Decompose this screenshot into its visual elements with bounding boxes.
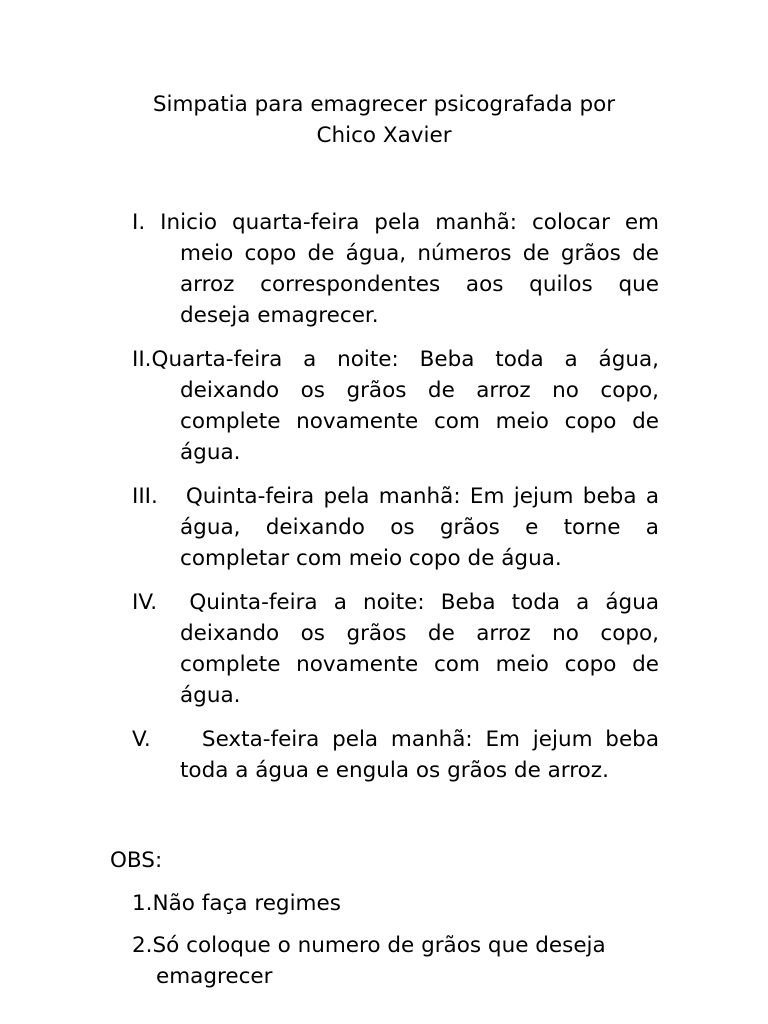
document-title (110, 89, 658, 151)
step-number: II. (132, 347, 152, 372)
step-item-5 (132, 724, 659, 786)
obs-text: Não faça regimes (152, 891, 341, 916)
obs-number: 2. (132, 933, 153, 958)
obs-list (132, 888, 659, 1003)
step-number: IV. (132, 590, 158, 615)
obs-number: 1. (132, 891, 153, 916)
step-text: Inicio quarta-feira pela manhã: colocar em meio copo de água, números de grãos de arroz correspondentes aos quilos que deseja emagrecer. (160, 210, 659, 328)
step-number: I. (132, 210, 146, 235)
step-item-4 (132, 587, 659, 711)
obs-text: Só coloque o numero de grãos que deseja emagrecer (152, 933, 606, 989)
obs-heading: OBS: (110, 848, 163, 873)
step-text: Quinta-feira a noite: Beba toda a água deixando os grãos de arroz no copo, complete novamente com meio copo de água. (180, 590, 659, 708)
step-text: Sexta-feira pela manhã: Em jejum beba toda a água e engula os grãos de arroz. (180, 727, 659, 783)
obs-item-1 (132, 888, 659, 919)
obs-item-2 (132, 930, 659, 992)
steps-list (132, 207, 659, 799)
step-text: Quarta-feira a noite: Beba toda a água, deixando os grãos de arroz no copo, complete novamente com meio copo de água. (151, 347, 659, 465)
step-text: Quinta-feira pela manhã: Em jejum beba a água, deixando os grãos e torne a completar com meio copo de água. (180, 484, 659, 571)
title-line-1: Simpatia para emagrecer psicografada por (152, 92, 616, 117)
step-number: III. (132, 484, 158, 509)
step-item-1 (132, 207, 659, 331)
title-line-2: Chico Xavier (316, 123, 452, 148)
step-number: V. (132, 727, 151, 752)
step-item-2 (132, 344, 659, 468)
step-item-3 (132, 481, 659, 574)
